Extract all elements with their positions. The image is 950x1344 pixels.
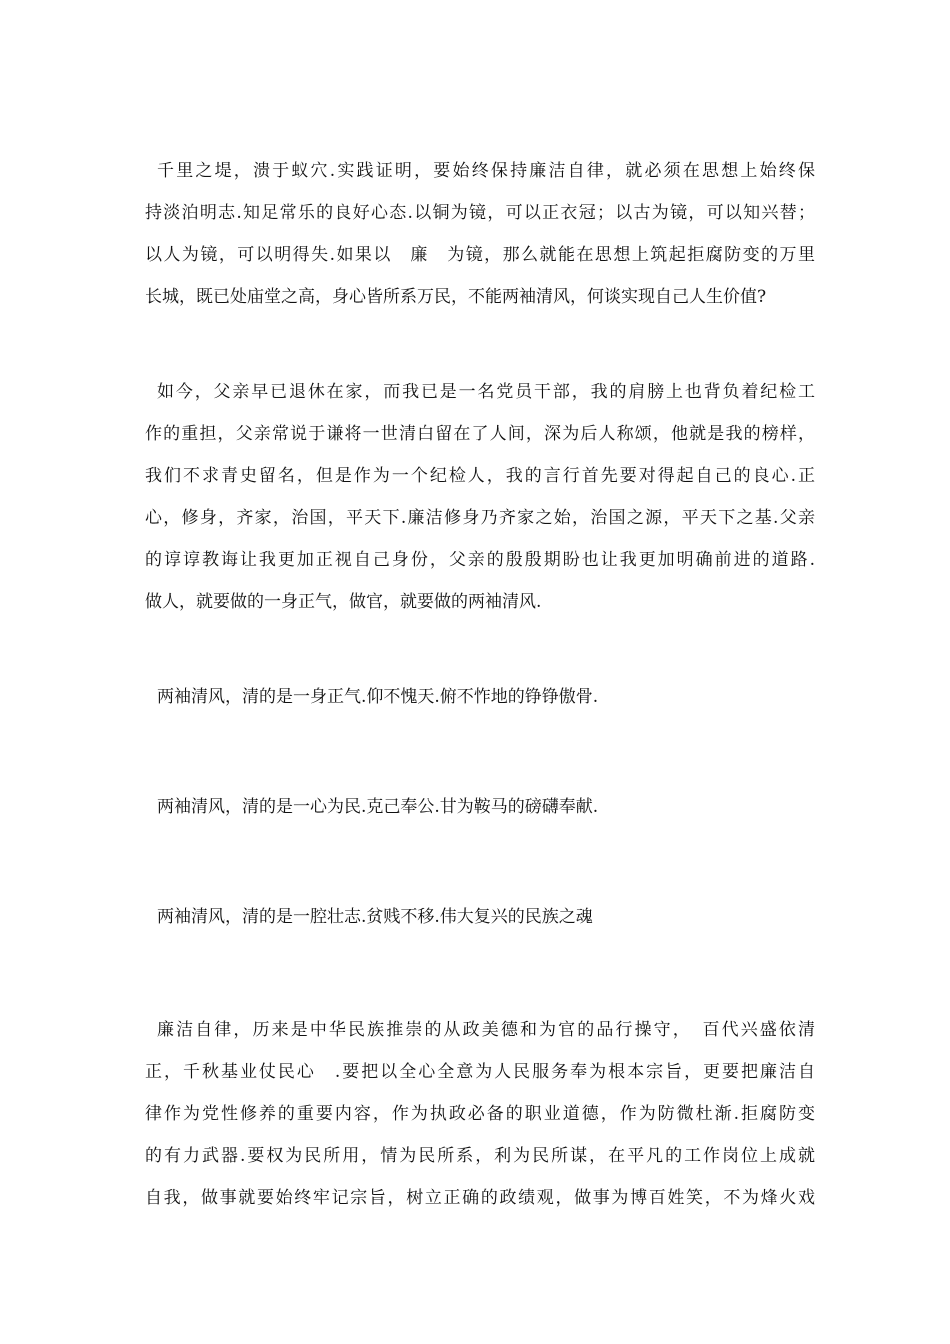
paragraph-line: 廉洁自律，历来是中华民族推崇的从政美德和为官的品行操守， 百代兴盛依清: [157, 1020, 815, 1040]
paragraph-line: 两袖清风，清的是一腔壮志.贫贱不移.伟大复兴的民族之魂: [157, 907, 593, 927]
paragraph-line: 长城，既已处庙堂之高，身心皆所系万民，不能两袖清风，何谈实现自己人生价值?: [145, 287, 767, 307]
paragraph-line: 两袖清风，清的是一心为民.克己奉公.甘为鞍马的磅礴奉献.: [157, 797, 599, 817]
paragraph-line: 两袖清风，清的是一身正气.仰不愧天.俯不怍地的铮铮傲骨.: [157, 687, 599, 707]
paragraph-4: [145, 786, 815, 828]
paragraph-3: [145, 676, 815, 718]
paragraph-line: 如今，父亲早已退休在家，而我已是一名党员干部，我的肩膀上也背负着纪检工: [157, 382, 815, 402]
paragraph-line: 自我，做事就要始终牢记宗旨，树立正确的政绩观，做事为博百姓笑，不为烽火戏: [145, 1188, 815, 1208]
paragraph-line: 千里之堤，溃于蚁穴.实践证明，要始终保持廉洁自律，就必须在思想上始终保: [157, 161, 815, 181]
paragraph-line: 心，修身，齐家，治国，平天下.廉洁修身乃齐家之始，治国之源，平天下之基.父亲: [145, 508, 815, 528]
paragraph-line: 我们不求青史留名，但是作为一个纪检人，我的言行首先要对得起自己的良心.正: [145, 466, 815, 486]
paragraph-line: 正，千秋基业仗民心 .要把以全心全意为人民服务奉为根本宗旨，更要把廉洁自: [145, 1062, 815, 1082]
paragraph-line: 律作为党性修养的重要内容，作为执政必备的职业道德，作为防微杜渐.拒腐防变: [145, 1104, 815, 1124]
paragraph-2: [145, 371, 815, 623]
paragraph-line: 作的重担，父亲常说于谦将一世清白留在了人间，深为后人称颂，他就是我的榜样，: [145, 424, 815, 444]
paragraph-line: 的有力武器.要权为民所用，情为民所系，利为民所谋，在平凡的工作岗位上成就: [145, 1146, 815, 1166]
paragraph-line: 的谆谆教诲让我更加正视自己身份，父亲的殷殷期盼也让我更加明确前进的道路.: [145, 550, 815, 570]
paragraph-line: 做人，就要做的一身正气，做官，就要做的两袖清风.: [145, 592, 542, 612]
paragraph-line: 以人为镜，可以明得失.如果以 廉 为镜，那么就能在思想上筑起拒腐防变的万里: [145, 245, 815, 265]
paragraph-5: [145, 896, 815, 938]
paragraph-line: 持淡泊明志.知足常乐的良好心态.以铜为镜，可以正衣冠；以古为镜，可以知兴替；: [145, 203, 815, 223]
paragraph-1: [145, 150, 815, 318]
paragraph-6: [145, 1009, 815, 1219]
